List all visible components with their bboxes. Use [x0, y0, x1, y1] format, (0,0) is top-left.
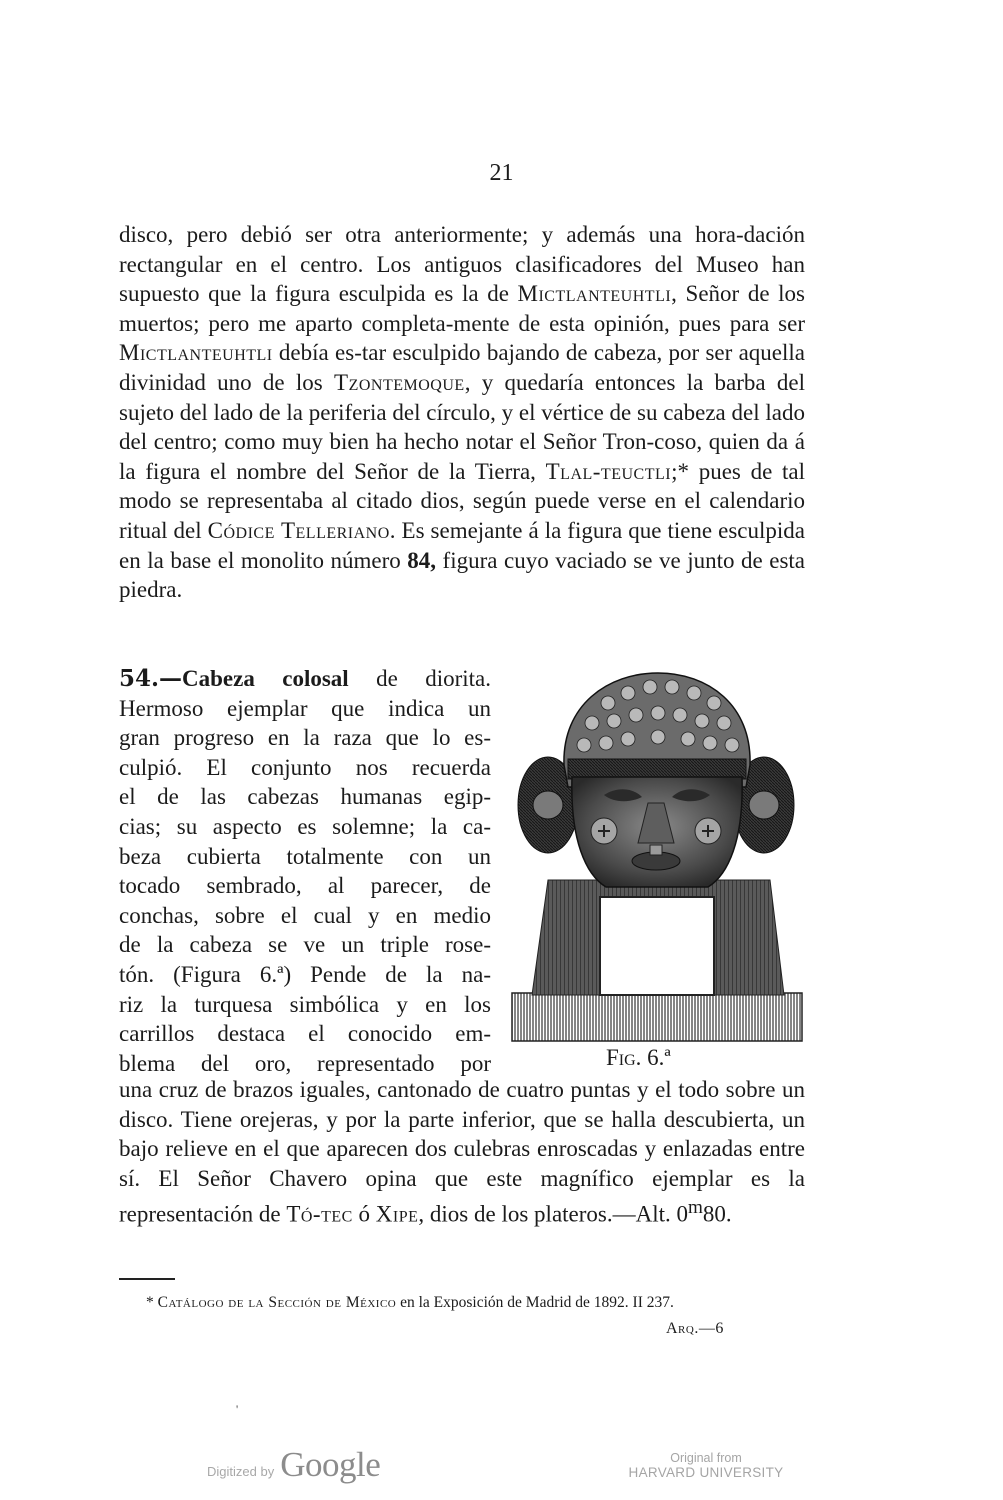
entry-line: conchas, sobre el cual y en medio	[119, 902, 491, 928]
entry-line: riz la turquesa simbólica y en los	[119, 991, 491, 1017]
institution-name: HARVARD UNIVERSITY	[628, 1465, 784, 1480]
footnote-marker: *	[146, 1294, 158, 1311]
figure-caption: Fig. 6.ª	[606, 1045, 671, 1070]
deity-name: Xipe	[375, 1202, 419, 1228]
deity-name: Tlal-teuctli	[545, 458, 672, 484]
entry-line: culpió. El conjunto nos recuerda	[119, 754, 491, 780]
signature-mark: Arq.—6	[666, 1320, 724, 1337]
deity-name: Tzontemoque	[334, 369, 465, 395]
entry-line: tocado sembrado, al parecer, de	[119, 873, 491, 899]
footnote-rule	[119, 1278, 175, 1280]
codex-name: Códice Telleriano	[207, 517, 390, 543]
entry-title: Cabeza colosal	[182, 666, 349, 691]
monolith-number: 84,	[407, 547, 437, 573]
text-run: disco, pero debió ser otra anteriormente; y además una hora-dación rectangular en el centro. Los antiguos clasificadores del Museo han supuesto que la figura esculpida es la de	[119, 222, 805, 307]
text-run: , y quedaría entonces la barba del sujeto del lado de la periferia del círculo, y el vértice de su cabeza del lado del centro; como muy bien ha hecho notar el Señor Tron-coso, quien da á la figura el nombre del Señor de la Tierra,	[119, 369, 805, 484]
entry-line: de la cabeza se ve un triple rose-	[119, 932, 491, 958]
text-run: ;* pues de tal modo se representaba al citado dios, según puede verse en el calendario ritual del	[119, 458, 806, 543]
entry-54-column	[119, 664, 491, 1078]
stray-mark: '	[236, 1402, 239, 1416]
paragraph-disco	[119, 220, 805, 605]
digitized-by-watermark	[207, 1445, 380, 1485]
deity-name: Mictlanteuhtli	[517, 281, 672, 307]
catalog-title: Catálogo de la Sección de México	[157, 1294, 397, 1311]
text-run: debía es-tar esculpido bajando de cabeza, por ser aquella divinidad uno de los	[119, 340, 805, 395]
entry-line: gran progreso en la raza que lo es-	[119, 725, 491, 751]
text-run: 80.	[702, 1202, 732, 1228]
entry-line: tón. (Figura 6.ª) Pende de la na-	[119, 961, 491, 987]
page-number: 21	[489, 160, 514, 186]
entry-line: el de las cabezas humanas egip-	[119, 784, 491, 810]
entry-line: Hermoso ejemplar que indica un	[119, 695, 491, 721]
deity-name: Tó-tec	[286, 1202, 353, 1228]
original-from-label: Original from	[670, 1451, 742, 1465]
entry-line: cias; su aspecto es solemne; la ca-	[119, 813, 491, 839]
original-from-watermark	[626, 1451, 786, 1480]
colossal-head-figure	[508, 665, 805, 1043]
entry-line: carrillos destaca el conocido em-	[119, 1021, 491, 1047]
text-run: . Es semejante á la figura que tiene esculpida en la base el monolito número	[119, 517, 805, 573]
entry-line: 54.—Cabeza colosal de diorita.	[119, 665, 491, 692]
entry-line: beza cubierta totalmente con un	[119, 843, 491, 869]
entry-line: blema del oro, representado por	[119, 1050, 491, 1076]
text-run: una cruz de brazos iguales, cantonado de cuatro puntas y el todo sobre un disco. Tiene orejeras, y por la parte inferior, que se halla descubierta, un bajo relieve en el que aparecen dos culebras enroscadas y enlazadas entre sí. El Señor Chavero opina que este magnífico ejemplar es la representación de	[119, 1077, 805, 1228]
text-run: , dios de los plateros.—Alt. 0	[418, 1202, 689, 1228]
google-logo: Google	[280, 1445, 381, 1484]
deity-name: Mictlanteuhtli	[119, 340, 273, 366]
digitized-by-label: Digitized by	[207, 1464, 275, 1479]
footnote	[146, 1294, 674, 1312]
unit-superscript: m	[688, 1197, 703, 1219]
footnote-text: en la Exposición de Madrid de 1892. II 237.	[396, 1294, 674, 1311]
text-run: figura cuyo vaciado se ve junto de esta piedra.	[119, 547, 805, 603]
paragraph-cruz	[119, 1075, 805, 1230]
entry-number: 54.—	[119, 665, 183, 692]
text-run: , Señor de los muertos; pero me aparto completa-mente de esta opinión, pues para ser	[119, 281, 805, 336]
text-run: ó	[352, 1202, 376, 1228]
